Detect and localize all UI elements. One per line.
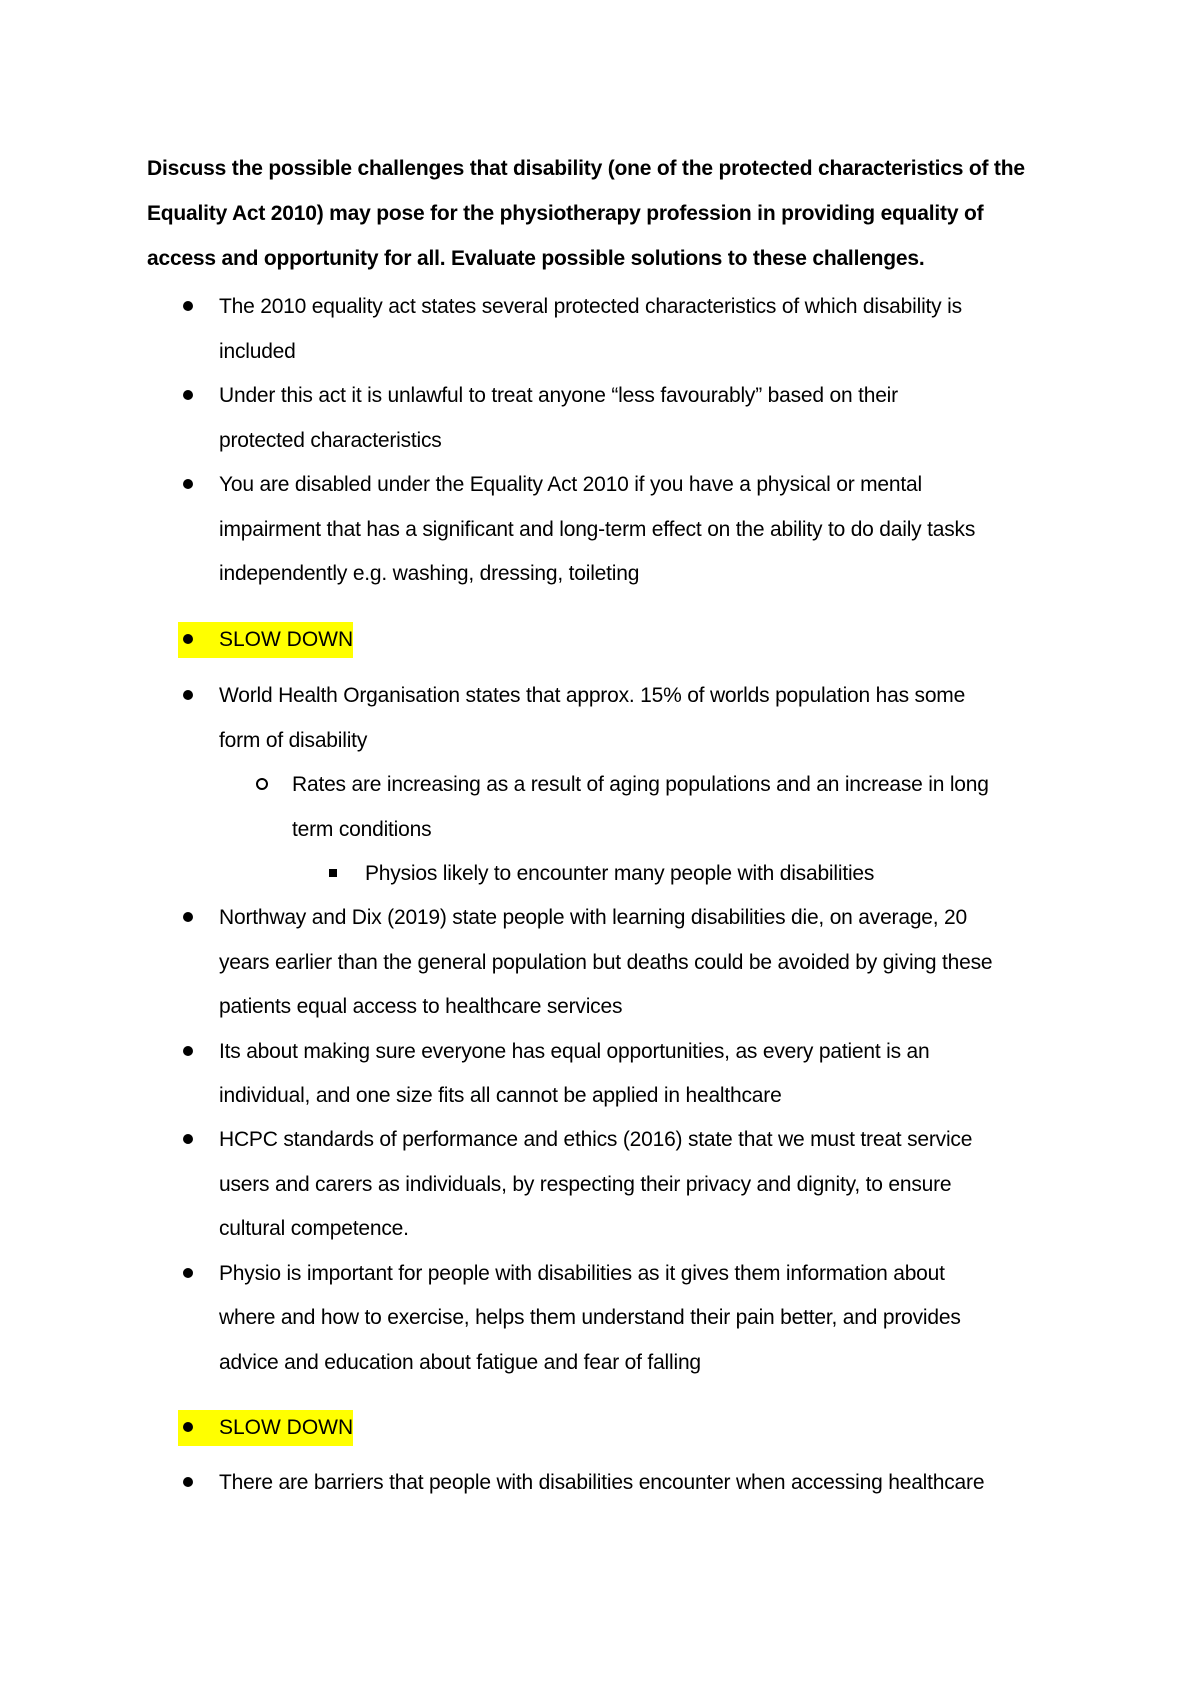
bullet-disc-icon <box>183 1461 193 1505</box>
question-line: Equality Act 2010) may pose for the physiotherapy profession in providing equality of <box>147 202 984 225</box>
list-item-line: protected characteristics <box>219 429 442 452</box>
list-item-line: included <box>219 340 296 363</box>
list-item-line: HCPC standards of performance and ethics (2016) state that we must treat service <box>219 1128 973 1151</box>
list-item-line: Physio is important for people with disabilities as it gives them information about <box>219 1262 945 1285</box>
bullet-disc-icon <box>183 1406 193 1450</box>
list-item-line: cultural competence. <box>219 1217 409 1240</box>
question-line: Discuss the possible challenges that disability (one of the protected characteristics of the <box>147 157 1025 180</box>
list-item-line: where and how to exercise, helps them understand their pain better, and provides <box>219 1306 961 1329</box>
list-item-line: impairment that has a significant and long-term effect on the ability to do daily tasks <box>219 518 976 541</box>
bullet-disc-icon <box>183 374 193 418</box>
question-line: access and opportunity for all. Evaluate possible solutions to these challenges. <box>147 247 925 270</box>
slow-down-note: SLOW DOWN <box>219 628 354 651</box>
list-item-line: individual, and one size fits all cannot be applied in healthcare <box>219 1084 782 1107</box>
list-item-line: The 2010 equality act states several protected characteristics of which disability is <box>219 295 962 318</box>
bullet-disc-icon <box>183 1252 193 1296</box>
list-item-line: advice and education about fatigue and fear of falling <box>219 1351 701 1374</box>
list-item-line: years earlier than the general population but deaths could be avoided by giving these <box>219 951 993 974</box>
bullet-disc-icon <box>183 1030 193 1074</box>
list-item-line: There are barriers that people with disabilities encounter when accessing healthcare <box>219 1471 985 1494</box>
bullet-disc-icon <box>183 896 193 940</box>
list-item-line: users and carers as individuals, by respecting their privacy and dignity, to ensure <box>219 1173 952 1196</box>
list-item-line: independently e.g. washing, dressing, toileting <box>219 562 640 585</box>
list-item-line: form of disability <box>219 729 368 752</box>
bullet-disc-icon <box>183 674 193 718</box>
list-item-line: You are disabled under the Equality Act 2010 if you have a physical or mental <box>219 473 922 496</box>
question-heading <box>147 146 1067 281</box>
bullet-disc-icon <box>183 285 193 329</box>
bullet-disc-icon <box>183 1118 193 1162</box>
bullet-circle-icon <box>256 763 268 807</box>
list-item-line: patients equal access to healthcare services <box>219 995 623 1018</box>
bullet-disc-icon <box>183 463 193 507</box>
sub-list-item-line: term conditions <box>292 818 432 841</box>
subsub-list-item-line: Physios likely to encounter many people with disabilities <box>365 862 875 885</box>
bullet-disc-icon <box>183 618 193 662</box>
bullet-square-icon <box>329 852 337 896</box>
slow-down-note: SLOW DOWN <box>219 1416 354 1439</box>
list-item-line: Under this act it is unlawful to treat anyone “less favourably” based on their <box>219 384 898 407</box>
list-item-line: Its about making sure everyone has equal opportunities, as every patient is an <box>219 1040 930 1063</box>
list-item-line: World Health Organisation states that approx. 15% of worlds population has some <box>219 684 966 707</box>
list-item-line: Northway and Dix (2019) state people with learning disabilities die, on average, 20 <box>219 906 968 929</box>
sub-list-item-line: Rates are increasing as a result of aging populations and an increase in long <box>292 773 989 796</box>
